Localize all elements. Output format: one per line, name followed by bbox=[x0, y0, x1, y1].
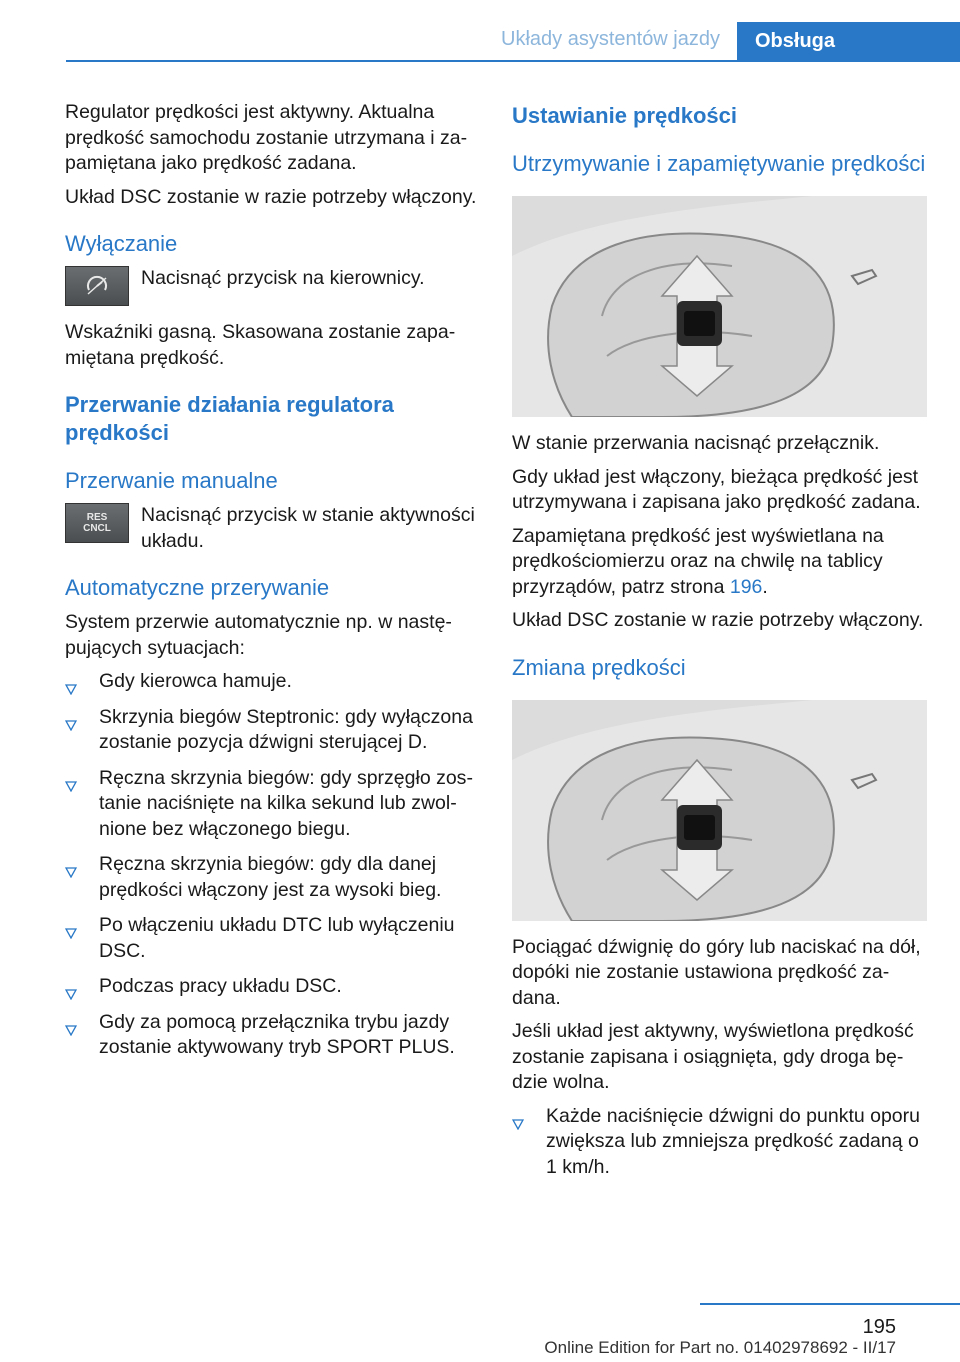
page-number: 195 bbox=[862, 1316, 896, 1338]
header-rule bbox=[66, 60, 960, 62]
triangle-bullet-icon bbox=[512, 1112, 524, 1138]
list-item: Gdy za pomocą przełącznika trybu jazdy zostanie aktywowany tryb SPORT PLUS. bbox=[65, 1010, 480, 1061]
manual-instruction: Nacisnąć przycisk w stanie aktywności układu. bbox=[141, 504, 475, 552]
heading-ustawianie: Ustawianie prędkości bbox=[512, 103, 737, 128]
steering-wheel-switch-image bbox=[512, 700, 927, 921]
res-cncl-button-icon bbox=[65, 503, 129, 543]
paragraph: Układ DSC zostanie w razie potrzeby włączony. bbox=[512, 609, 924, 631]
paragraph: Gdy układ jest włączony, bieżąca prędkość jest utrzymywana i zapisana jako prędkość zadana. bbox=[512, 465, 921, 513]
heading-zmiana: Zmiana prędkości bbox=[512, 654, 686, 680]
off-instruction: Nacisnąć przycisk na kierownicy. bbox=[141, 267, 425, 289]
button-instruction-res bbox=[65, 503, 480, 554]
triangle-bullet-icon bbox=[65, 921, 77, 947]
page-header bbox=[0, 0, 960, 62]
cruise-control-off-icon bbox=[65, 266, 129, 306]
triangle-bullet-icon bbox=[65, 774, 77, 800]
page-link[interactable]: 196 bbox=[729, 575, 763, 598]
list-item: Każde naciśnięcie dźwigni do punktu oporu zwiększa lub zmniejsza prędkość zadaną o 1 km/h. bbox=[512, 1104, 927, 1181]
left-column bbox=[65, 100, 480, 1071]
button-instruction-off bbox=[65, 266, 480, 306]
footer-rule bbox=[700, 1303, 960, 1305]
paragraph: W stanie przerwania nacisnąć przełącznik. bbox=[512, 432, 880, 454]
triangle-bullet-icon bbox=[65, 982, 77, 1008]
paragraph: Pociągać dźwignię do góry lub naciskać na dół, dopóki nie zostanie ustawiona prędkość zadana. bbox=[512, 935, 921, 1009]
paragraph: System przerwie automatycznie np. w następujących sytuacjach: bbox=[65, 611, 452, 659]
edition-note: Online Edition for Part no. 01402978692 - II/17 bbox=[544, 1338, 896, 1357]
paragraph: Regulator prędkości jest aktywny. Aktualna prędkość samochodu zostanie utrzymana i zapamiętana jako prędkość zadana. bbox=[65, 101, 468, 174]
speed-change-list bbox=[512, 1104, 927, 1181]
heading-automatyczne: Automatyczne przerywanie bbox=[65, 575, 330, 600]
steering-wheel-switch-image bbox=[512, 196, 927, 417]
heading-utrzymywanie: Utrzymywanie i zapamiętywanie prędkości bbox=[512, 151, 926, 176]
cncl-label: CNCL bbox=[83, 523, 111, 534]
list-item: Ręczna skrzynia biegów: gdy sprzęgło zostanie naciśnięte na kilka sekund lub zwolnione bez włączonego biegu. bbox=[65, 766, 480, 843]
triangle-bullet-icon bbox=[65, 713, 77, 739]
list-item: Skrzynia biegów Steptronic: gdy wyłączona zostanie pozycja dźwigni sterującej D. bbox=[65, 705, 480, 756]
list-item: Gdy kierowca hamuje. bbox=[65, 669, 480, 695]
list-item: Po włączeniu układu DTC lub wyłączeniu DSC. bbox=[65, 913, 480, 964]
heading-przerwanie: Przerwanie działania regulatora prędkości bbox=[65, 392, 394, 445]
paragraph: Wskaźniki gasną. Skasowana zostanie zapamiętana prędkość. bbox=[65, 321, 456, 369]
chapter-tab[interactable]: Układy asystentów jazdy bbox=[501, 28, 720, 50]
heading-wylaczanie: Wyłączanie bbox=[65, 231, 178, 256]
triangle-bullet-icon bbox=[65, 677, 77, 703]
right-column bbox=[512, 100, 927, 1190]
list-item: Podczas pracy układu DSC. bbox=[65, 974, 480, 1000]
paragraph: Zapamiętana prędkość jest wyświetlana na prędkościomierzu oraz na chwilę na tablicy przyrządów, patrz strona 196. bbox=[512, 524, 884, 598]
res-label: RES bbox=[86, 512, 108, 523]
heading-przerwanie-manualne: Przerwanie manualne bbox=[65, 468, 278, 493]
paragraph: Jeśli układ jest aktywny, wyświetlona prędkość zostanie zapisana i osiągnięta, gdy droga będzie wolna. bbox=[512, 1020, 914, 1093]
triangle-bullet-icon bbox=[65, 1018, 77, 1044]
section-tab[interactable]: Obsługa bbox=[737, 22, 960, 60]
triangle-bullet-icon bbox=[65, 860, 77, 886]
list-item: Ręczna skrzynia biegów: gdy dla danej prędkości włączony jest za wysoki bieg. bbox=[65, 852, 480, 903]
paragraph: Układ DSC zostanie w razie potrzeby włączony. bbox=[65, 185, 477, 208]
auto-interrupt-list bbox=[65, 669, 480, 1061]
